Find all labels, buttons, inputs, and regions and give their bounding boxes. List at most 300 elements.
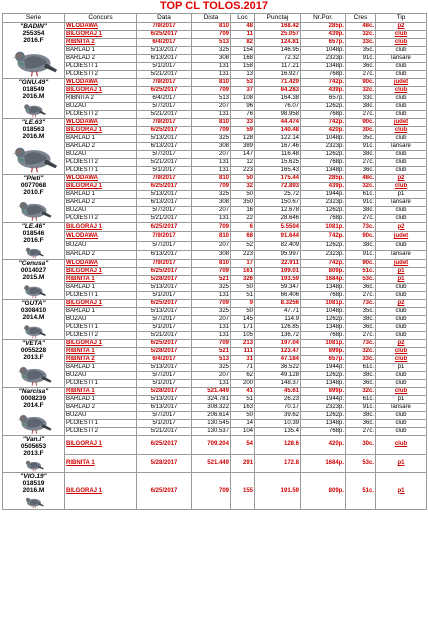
cell-cres: 30c. (346, 436, 376, 455)
results-table (2, 13, 427, 510)
cell-concurs: BUZAU (65, 151, 137, 159)
cell-dista: 131 (192, 63, 231, 71)
cell-data: 6/13/2017 (137, 404, 192, 412)
cell-dista: 513 (192, 356, 231, 364)
cell-punctaj: 49.128 (255, 372, 301, 380)
cell-cres: 51c. (346, 473, 376, 510)
cell-cres: 32c. (346, 348, 376, 356)
cell-concurs: WLODAWA (65, 23, 137, 31)
cell-loc: 52 (231, 241, 255, 250)
cell-cres: 35c. (346, 47, 376, 55)
cell-concurs: PLOIESTI 2 (65, 71, 137, 79)
bird-cell (3, 23, 65, 79)
cell-loc: 62 (231, 372, 255, 380)
cell-punctaj: 135.4 (255, 428, 301, 436)
cell-loc: 108 (231, 95, 255, 103)
cell-data: 5/13/2017 (137, 191, 192, 199)
table-row (3, 428, 427, 436)
cell-dista: 207 (192, 372, 231, 380)
cell-loc: 9 (231, 300, 255, 308)
column-header: Tip (376, 14, 427, 23)
cell-data: 5/7/2017 (137, 316, 192, 324)
cell-dista: 325 (192, 47, 231, 55)
cell-punctaj: 116.48 (255, 151, 301, 159)
cell-data: 6/25/2017 (137, 436, 192, 455)
cell-data: 5/1/2017 (137, 292, 192, 300)
cell-concurs: BUZAU (65, 412, 137, 420)
bird-ring: 0505653 (20, 443, 47, 450)
pigeon-photo (5, 458, 63, 472)
cell-nr: 1081p. (301, 223, 346, 232)
cell-tip: lansare (376, 55, 427, 63)
cell-data: 5/1/2017 (137, 324, 192, 332)
cell-punctaj: 168.42 (255, 23, 301, 31)
cell-concurs: BILGORAJ 1 (65, 268, 137, 276)
cell-concurs: BARLAD 1 (65, 191, 137, 199)
cell-punctaj: 114.9 (255, 316, 301, 324)
cell-loc: 71 (231, 364, 255, 372)
cell-cres: 91c. (346, 250, 376, 259)
cell-dista: 206.614 (192, 412, 231, 420)
cell-nr: 1348p. (301, 167, 346, 175)
cell-punctaj: 72.893 (255, 183, 301, 191)
table-row (3, 372, 427, 380)
table-row (3, 300, 427, 308)
cell-loc: 32 (231, 183, 255, 191)
cell-loc: 50 (231, 308, 255, 316)
cell-punctaj: 95.997 (255, 250, 301, 259)
cell-punctaj: 5.5504 (255, 223, 301, 232)
cell-dista: 131 (192, 380, 231, 388)
cell-data: 5/1/2017 (137, 420, 192, 428)
cell-nr: 657p. (301, 356, 346, 364)
cell-cres: 27c. (346, 111, 376, 119)
cell-dista: 709 (192, 31, 231, 39)
cell-punctaj: 72.32 (255, 55, 301, 63)
cell-tip: p2 (376, 223, 427, 232)
cell-concurs: BARLAD 2 (65, 404, 137, 412)
cell-nr: 742p. (301, 119, 346, 127)
cell-loc: 51 (231, 396, 255, 404)
cell-tip: club (376, 324, 427, 332)
bird-name: "Pleti" (23, 175, 44, 182)
cell-loc: 54 (231, 436, 255, 455)
cell-tip: p1 (376, 396, 427, 404)
cell-nr: 439p. (301, 87, 346, 95)
cell-nr: 285p. (301, 23, 346, 31)
cell-data: 6/25/2017 (137, 183, 192, 191)
cell-data: 6/25/2017 (137, 300, 192, 308)
cell-data: 5/7/2017 (137, 241, 192, 250)
cell-data: 5/13/2017 (137, 308, 192, 316)
cell-data: 6/13/2017 (137, 199, 192, 207)
cell-tip: p2 (376, 23, 427, 31)
cell-tip: club (376, 127, 427, 135)
cell-concurs: BARLAD 2 (65, 55, 137, 63)
cell-dista: 308.322 (192, 404, 231, 412)
column-header: Concurs (65, 14, 137, 23)
cell-data: 6/13/2017 (137, 55, 192, 63)
document-title: TOP CL TOLOS.2017 (159, 0, 268, 12)
cell-loc: 53 (231, 79, 255, 87)
cell-dista: 709 (192, 473, 231, 510)
bird-year: 2013.F (23, 450, 44, 457)
table-row (3, 348, 427, 356)
bird-ring: 0014027 (20, 267, 47, 274)
cell-tip: club (376, 63, 427, 71)
cell-tip: judet (376, 232, 427, 241)
cell-concurs: BILGORAJ 1 (65, 87, 137, 95)
cell-nr: 1944p. (301, 364, 346, 372)
cell-cres: 61c. (346, 396, 376, 404)
cell-punctaj: 26.23 (255, 396, 301, 404)
cell-loc: 389 (231, 143, 255, 151)
cell-tip: club (376, 356, 427, 364)
cell-loc: 48 (231, 23, 255, 31)
bird-year: 2014.F (23, 402, 44, 409)
table-row (3, 292, 427, 300)
cell-loc: 96 (231, 103, 255, 111)
cell-cres: 90c. (346, 79, 376, 87)
cell-cres: 38c. (346, 316, 376, 324)
cell-punctaj: 193.59 (255, 276, 301, 284)
cell-concurs: PLOIESTI 1 (65, 380, 137, 388)
cell-concurs: BUZAU (65, 207, 137, 215)
cell-dista: 810 (192, 119, 231, 127)
cell-nr: 1262p. (301, 207, 346, 215)
cell-cres: 61c. (346, 191, 376, 199)
cell-concurs: PLOIESTI 2 (65, 111, 137, 119)
cell-tip: club (376, 135, 427, 143)
cell-loc: 50 (231, 284, 255, 292)
cell-nr: 1684p. (301, 276, 346, 284)
cell-tip: club (376, 183, 427, 191)
cell-punctaj: 47.184 (255, 356, 301, 364)
cell-concurs: BARLAD 1 (65, 308, 137, 316)
cell-dista: 131 (192, 167, 231, 175)
cell-nr: 1262p. (301, 103, 346, 111)
cell-cres: 91c. (346, 404, 376, 412)
bird-name: "Cenusa" (18, 260, 49, 267)
cell-data: 5/28/2017 (137, 276, 192, 284)
cell-nr: 1262p. (301, 151, 346, 159)
cell-tip: club (376, 412, 427, 420)
bird-year: 2016.M (22, 487, 45, 494)
cell-punctaj: 124.81 (255, 39, 301, 47)
cell-punctaj: 25.057 (255, 31, 301, 39)
cell-loc: 14 (231, 420, 255, 428)
cell-cres: 38c. (346, 103, 376, 111)
cell-tip: club (376, 159, 427, 167)
table-row (3, 159, 427, 167)
cell-data: 6/25/2017 (137, 31, 192, 39)
cell-loc: 350 (231, 199, 255, 207)
cell-dista: 325 (192, 191, 231, 199)
cell-tip: judet (376, 79, 427, 87)
cell-dista: 810 (192, 232, 231, 241)
cell-cres: 33c. (346, 356, 376, 364)
cell-nr: 768p. (301, 215, 346, 223)
cell-loc: 50 (231, 191, 255, 199)
cell-punctaj: 150.67 (255, 199, 301, 207)
cell-punctaj: 126.85 (255, 324, 301, 332)
cell-concurs: BARLAD 2 (65, 199, 137, 207)
cell-dista: 513 (192, 95, 231, 103)
cell-nr: 420p. (301, 436, 346, 455)
cell-concurs: WLODAWA (65, 232, 137, 241)
cell-cres: 32c. (346, 31, 376, 39)
table-row (3, 55, 427, 63)
cell-concurs: PLOIESTI 1 (65, 420, 137, 428)
cell-dista: 709.204 (192, 436, 231, 455)
cell-punctaj: 70.17 (255, 404, 301, 412)
cell-concurs: RIBNITA 2 (65, 95, 137, 103)
cell-loc: 171 (231, 324, 255, 332)
cell-concurs: BILGORAJ 1 (65, 223, 137, 232)
bird-name: "Van.i" (22, 436, 45, 443)
bird-name: "VETA" (21, 340, 46, 347)
table-row (3, 47, 427, 55)
cell-loc: 68 (231, 232, 255, 241)
cell-dista: 325 (192, 135, 231, 143)
cell-cres: 33c. (346, 39, 376, 47)
column-header: Cres (346, 14, 376, 23)
cell-punctaj: 16.927 (255, 71, 301, 79)
table-row (3, 143, 427, 151)
cell-cres: 38c. (346, 151, 376, 159)
cell-cres: 36c. (346, 380, 376, 388)
table-row (3, 316, 427, 324)
cell-loc: 82 (231, 39, 255, 47)
cell-concurs: BUZAU (65, 241, 137, 250)
cell-punctaj: 148.37 (255, 380, 301, 388)
cell-concurs: BARLAD 1 (65, 396, 137, 404)
cell-concurs: BARLAD 1 (65, 364, 137, 372)
bird-year: 2016.F (23, 37, 44, 44)
cell-loc: 213 (231, 340, 255, 348)
table-row (3, 135, 427, 143)
cell-loc: 326 (231, 276, 255, 284)
cell-concurs: BARLAD 2 (65, 250, 137, 259)
table-row (3, 308, 427, 316)
bird-name: "VIO.19" (20, 473, 47, 480)
column-header: Dista (192, 14, 231, 23)
bird-cell (3, 79, 65, 119)
cell-nr: 768p. (301, 111, 346, 119)
cell-loc: 41 (231, 388, 255, 396)
cell-tip: club (376, 167, 427, 175)
cell-tip: club (376, 420, 427, 428)
cell-concurs: BARLAD 1 (65, 284, 137, 292)
bird-ring: 0055228 (20, 347, 47, 354)
bird-ring: 0008239 (20, 395, 47, 402)
cell-tip: lansare (376, 199, 427, 207)
cell-data: 5/1/2017 (137, 63, 192, 71)
cell-cres: 35c. (346, 135, 376, 143)
table-row (3, 167, 427, 175)
cell-concurs: PLOIESTI 2 (65, 159, 137, 167)
cell-concurs: BUZAU (65, 103, 137, 111)
cell-data: 6/4/2017 (137, 39, 192, 47)
column-header: Nr.Por. (301, 14, 346, 23)
cell-cres: 91c. (346, 199, 376, 207)
cell-tip: club (376, 95, 427, 103)
cell-cres: 33c. (346, 95, 376, 103)
bird-name: "GNU.49" (18, 79, 49, 86)
cell-data: 5/7/2017 (137, 103, 192, 111)
cell-dista: 308 (192, 199, 231, 207)
pigeon-photo (5, 45, 63, 78)
bird-ring: 255354 (22, 30, 45, 37)
cell-tip: p2 (376, 340, 427, 348)
cell-data: 6/25/2017 (137, 268, 192, 276)
bird-year: 2016.M (22, 93, 45, 100)
cell-tip: judet (376, 260, 427, 268)
cell-punctaj: 128.6 (255, 436, 301, 455)
cell-punctaj: 136.72 (255, 332, 301, 340)
cell-tip: club (376, 47, 427, 55)
cell-loc: 37 (231, 87, 255, 95)
bird-cell (3, 260, 65, 300)
cell-loc: 76 (231, 111, 255, 119)
cell-nr: 899p. (301, 348, 346, 356)
cell-cres: 91c. (346, 143, 376, 151)
pigeon-photo (5, 362, 63, 387)
table-row (3, 175, 427, 183)
cell-tip: club (376, 436, 427, 455)
cell-punctaj: 10.39 (255, 420, 301, 428)
cell-punctaj: 117.21 (255, 63, 301, 71)
bird-cell (3, 436, 65, 473)
cell-punctaj: 8.3256 (255, 300, 301, 308)
cell-data: 5/1/2017 (137, 167, 192, 175)
cell-concurs: RIBNITA 1 (65, 348, 137, 356)
table-row (3, 71, 427, 79)
cell-nr: 439p. (301, 31, 346, 39)
cell-data: 5/21/2017 (137, 111, 192, 119)
cell-concurs: PLOIESTI 1 (65, 324, 137, 332)
table-row (3, 183, 427, 191)
cell-dista: 709 (192, 223, 231, 232)
bird-ring: 018546 (22, 230, 45, 237)
cell-punctaj: 76.07 (255, 103, 301, 111)
cell-dista: 810 (192, 260, 231, 268)
cell-loc: 104 (231, 428, 255, 436)
table-row (3, 380, 427, 388)
cell-data: 5/21/2017 (137, 159, 192, 167)
cell-dista: 207 (192, 151, 231, 159)
table-row (3, 412, 427, 420)
cell-nr: 1348p. (301, 284, 346, 292)
cell-dista: 709 (192, 127, 231, 135)
cell-dista: 513 (192, 39, 231, 47)
cell-loc: 223 (231, 250, 255, 259)
cell-cres: 36c. (346, 324, 376, 332)
cell-data: 5/21/2017 (137, 332, 192, 340)
cell-dista: 810 (192, 79, 231, 87)
table-row (3, 151, 427, 159)
cell-nr: 1048p. (301, 47, 346, 55)
pigeon-photo (5, 282, 63, 299)
column-header: Punctaj (255, 14, 301, 23)
table-row (3, 332, 427, 340)
table-row (3, 79, 427, 87)
cell-cres: 30c. (346, 127, 376, 135)
cell-nr: 2323p. (301, 404, 346, 412)
table-row (3, 31, 427, 39)
cell-nr: 809p. (301, 473, 346, 510)
pigeon-photo (5, 101, 63, 118)
cell-dista: 308 (192, 143, 231, 151)
table-row (3, 111, 427, 119)
cell-tip: club (376, 380, 427, 388)
cell-nr: 420p. (301, 127, 346, 135)
cell-concurs: BILGORAJ 1 (65, 127, 137, 135)
cell-nr: 1348p. (301, 63, 346, 71)
bird-year: 2014.M (22, 314, 45, 321)
cell-loc: 31 (231, 356, 255, 364)
cell-tip: club (376, 348, 427, 356)
cell-data: 5/7/2017 (137, 151, 192, 159)
cell-nr: 285p. (301, 175, 346, 183)
cell-data: 5/1/2017 (137, 380, 192, 388)
cell-data: 5/13/2017 (137, 364, 192, 372)
cell-nr: 1262p. (301, 316, 346, 324)
cell-concurs: BILGORAJ 1 (65, 436, 137, 455)
cell-loc: 128 (231, 135, 255, 143)
table-row (3, 364, 427, 372)
table-row (3, 284, 427, 292)
cell-nr: 1944p. (301, 191, 346, 199)
bird-year: 2013.F (23, 354, 44, 361)
cell-loc: 291 (231, 454, 255, 473)
cell-nr: 768p. (301, 428, 346, 436)
cell-loc: 13 (231, 71, 255, 79)
cell-cres: 27c. (346, 332, 376, 340)
cell-nr: 768p. (301, 332, 346, 340)
cell-data: 6/25/2017 (137, 223, 192, 232)
cell-punctaj: 12.678 (255, 207, 301, 215)
cell-tip: club (376, 292, 427, 300)
cell-dista: 325 (192, 364, 231, 372)
cell-punctaj: 123.47 (255, 348, 301, 356)
cell-dista: 130.537 (192, 428, 231, 436)
bird-year: 2010.F (23, 189, 44, 196)
cell-punctaj: 164.38 (255, 95, 301, 103)
cell-punctaj: 59.347 (255, 284, 301, 292)
column-header: Serie (3, 14, 65, 23)
table-row (3, 223, 427, 232)
cell-cres: 38c. (346, 372, 376, 380)
cell-tip: club (376, 428, 427, 436)
cell-dista: 709 (192, 268, 231, 276)
cell-concurs: WLODAWA (65, 79, 137, 87)
bird-cell (3, 473, 65, 510)
cell-cres: 90c. (346, 119, 376, 127)
cell-tip: club (376, 151, 427, 159)
cell-loc: 16 (231, 207, 255, 215)
cell-dista: 521.449 (192, 388, 231, 396)
cell-nr: 2323p. (301, 55, 346, 63)
cell-concurs: PLOIESTI 2 (65, 215, 137, 223)
cell-cres: 73c. (346, 300, 376, 308)
cell-loc: 59 (231, 127, 255, 135)
cell-cres: 32c. (346, 388, 376, 396)
table-row (3, 454, 427, 473)
cell-punctaj: 84.283 (255, 87, 301, 95)
cell-punctaj: 15.625 (255, 159, 301, 167)
cell-dista: 308 (192, 55, 231, 63)
